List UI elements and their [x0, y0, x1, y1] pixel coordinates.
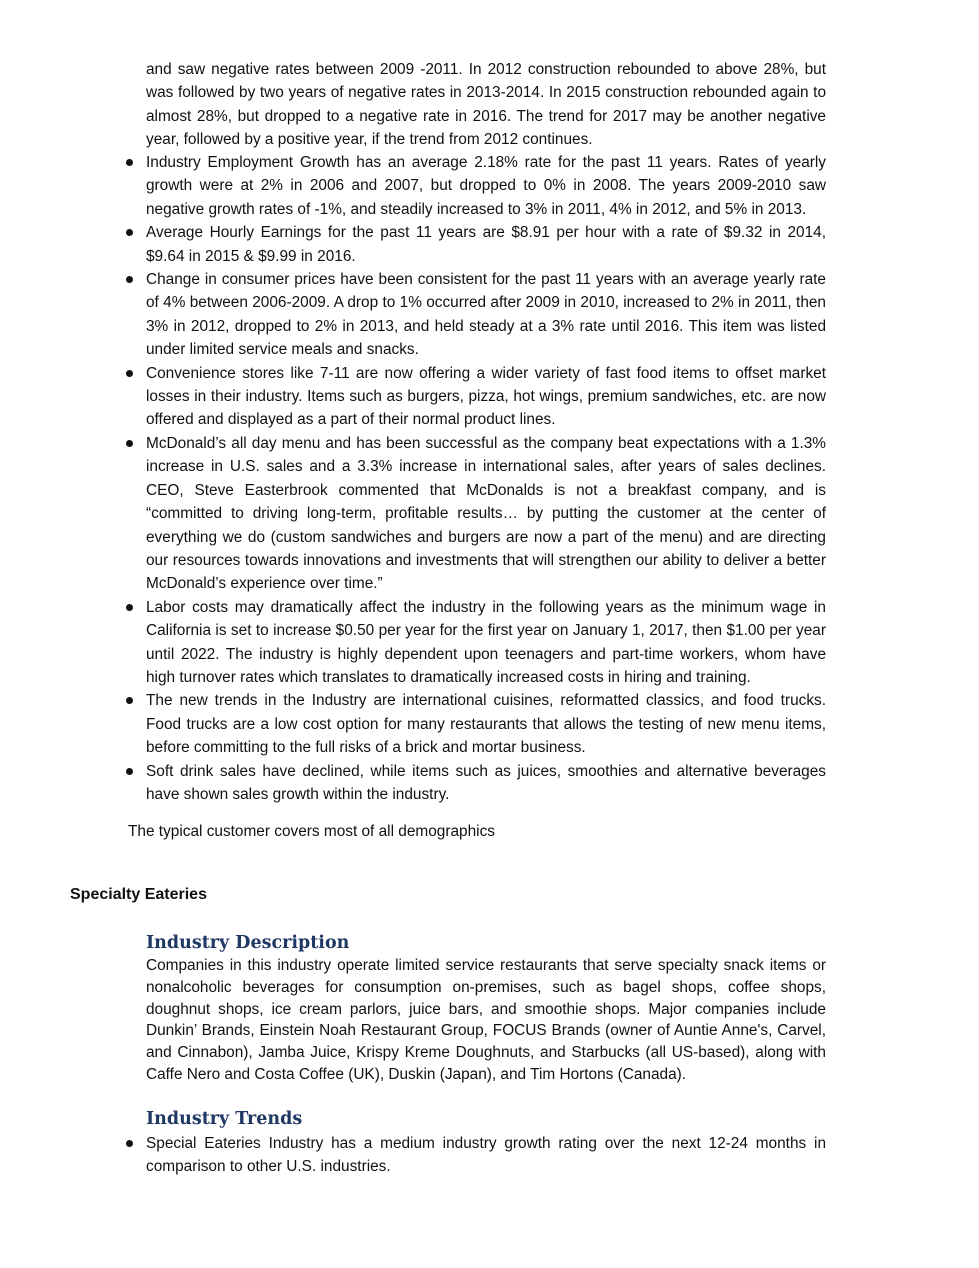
list-item — [146, 268, 826, 362]
industry-description-body: Companies in this industry operate limited service restaurants that serve specialty snack items or nonalcoholic beverages for consumption on-premises, such as bagel shops, coffee shops, doughnut shops, ice cream parlors, juice bars, and smoothie shops. Major companies include Dunkin’ Brands, Einstein Noah Restaurant Group, FOCUS Brands (owner of Auntie Anne's, Carvel, and Cinnabon), Jamba Juice, Krispy Kreme Doughnuts, and Starbucks (all US-based), along with Caffe Nero and Costa Coffee (UK), Duskin (Japan), and Tim Hortons (Canada). — [146, 957, 826, 1083]
list-item — [146, 689, 826, 759]
list-item — [146, 362, 826, 432]
typical-customer-text: The typical customer covers most of all demographics — [128, 823, 495, 840]
section-title: Specialty Eateries — [70, 886, 207, 903]
bullet-icon — [126, 697, 133, 704]
bullet-icon — [126, 768, 133, 775]
bullet-text: Convenience stores like 7-11 are now offering a wider variety of fast food items to offset market losses in their industry. Items such as burgers, pizza, hot wings, premium sandwiches, etc. are now offered and displayed as a part of their normal product lines. — [146, 364, 826, 429]
bullet-text: Change in consumer prices have been consistent for the past 11 years with an average yearly rate of 4% between 2006-2009. A drop to 1% occurred after 2009 in 2010, increased to 2% in 2011, then 3% in 2012, dropped to 2% in 2013, and held steady at a 3% rate until 2016. This item was listed under limited service meals and snacks. — [146, 271, 826, 359]
bullet-icon — [126, 229, 133, 236]
bullet-text: Labor costs may dramatically affect the industry in the following years as the minimum wage in California is set to increase $0.50 per year for the first year on January 1, 2017, then $1.00 per year until 2022. The industry is highly dependent upon teenagers and part-time workers, whom have high turnover rates which translates to dramatically increased costs in hiring and training. — [146, 598, 826, 686]
list-item — [146, 596, 826, 690]
list-item — [146, 760, 826, 807]
industry-trends-heading: Industry Trends — [146, 1109, 303, 1129]
continuation-paragraph: and saw negative rates between 2009 -2011. In 2012 construction rebounded to above 28%, but was followed by two years of negative rates in 2013-2014. In 2015 construction rebounded again to almost 28%, but dropped to a negative rate in 2016. The trend for 2017 may be another negative year, followed by a positive year, if the trend from 2012 continues. — [146, 61, 826, 149]
bullet-icon — [126, 370, 133, 377]
industry-description-heading: Industry Description — [146, 933, 350, 953]
bullet-text: Average Hourly Earnings for the past 11 years are $8.91 per hour with a rate of $9.32 in 2014, $9.64 in 2015 & $9.99 in 2016. — [146, 224, 826, 265]
bullet-icon — [126, 440, 133, 447]
bullet-text: McDonald’s all day menu and has been successful as the company beat expectations with a 1.3% increase in U.S. sales and a 3.3% increase in international sales, after years of sales declines. CEO, Steve Easterbrook commented that McDonalds is not a breakfast company, and is “committed to driving long-term, profitable results… by putting the customer at the center of everything we do (custom sandwiches and burgers are now a part of the menu) and are directing our resources towards innovations and investments that will strengthen our ability to deliver a better McDonald’s experience over time.” — [146, 434, 826, 593]
bullet-text: The new trends in the Industry are international cuisines, reformatted classics, and food trucks. Food trucks are a low cost option for many restaurants that allows the testing of new menu items, before committing to the full risks of a brick and mortar business. — [146, 692, 826, 757]
bullet-icon — [126, 159, 133, 166]
list-item — [146, 151, 826, 221]
specialty-trends-bullet-list — [146, 1132, 826, 1179]
industry-trends-bullet-list — [146, 151, 826, 806]
bullet-text: Industry Employment Growth has an average 2.18% rate for the past 11 years. Rates of yearly growth were at 2% in 2006 and 2007, but dropped to 0% in 2008. The years 2009-2010 saw negative growth rates of -1%, and steadily increased to 3% in 2011, 4% in 2012, and 5% in 2013. — [146, 154, 826, 218]
list-item — [146, 221, 826, 268]
bullet-icon — [126, 276, 133, 283]
bullet-text: Special Eateries Industry has a medium industry growth rating over the next 12-24 months in comparison to other U.S. industries. — [146, 1135, 826, 1176]
bullet-text: Soft drink sales have declined, while items such as juices, smoothies and alternative beverages have shown sales growth within the industry. — [146, 762, 826, 803]
bullet-icon — [126, 604, 133, 611]
list-item — [146, 1132, 826, 1179]
bullet-icon — [126, 1140, 133, 1147]
list-item — [146, 432, 826, 596]
